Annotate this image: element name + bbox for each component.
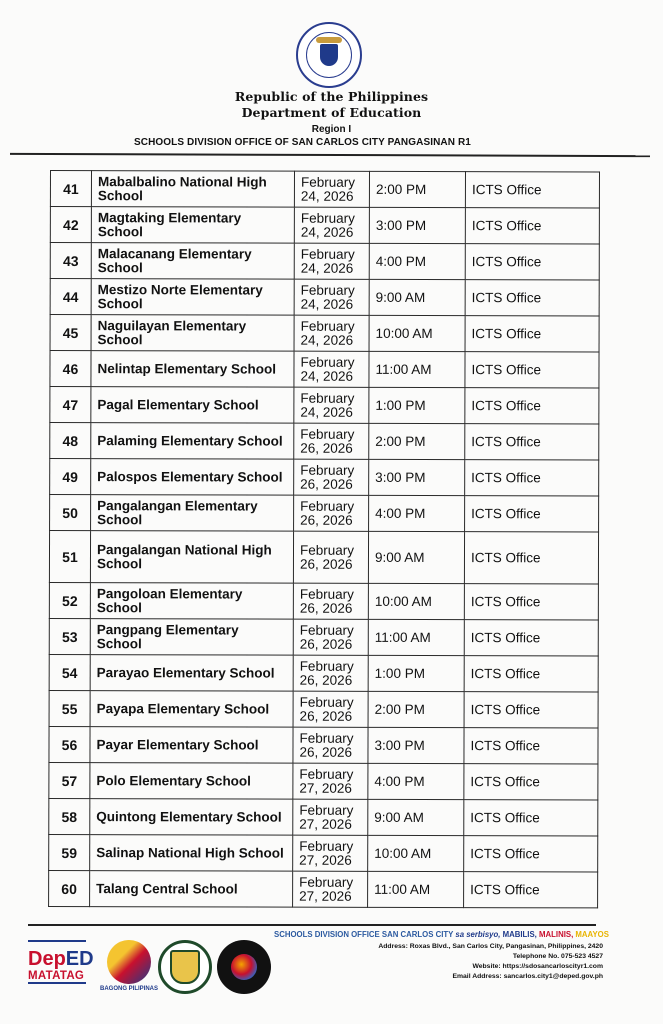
schedule-date: February 24, 2026 [294, 387, 369, 423]
schedule-date: February 24, 2026 [294, 351, 369, 387]
schedule-time: 11:00 AM [369, 351, 465, 387]
header-division: SCHOOLS DIVISION OFFICE OF SAN CARLOS CITY PANGASINAN R1 [134, 137, 471, 148]
table-row [49, 690, 598, 727]
school-name: Mabalbalino National High School [91, 171, 294, 208]
school-name: Palaming Elementary School [91, 423, 294, 460]
schedule-time: 4:00 PM [368, 763, 464, 799]
venue: ICTS Office [465, 244, 599, 280]
schedule-time: 10:00 AM [369, 315, 465, 351]
bagong-pilipinas-icon [107, 940, 151, 984]
school-name: Salinap National High School [90, 835, 293, 872]
table-row [49, 531, 598, 584]
schedule-date: February 24, 2026 [294, 315, 369, 351]
school-name: Magtaking Elementary School [91, 207, 294, 244]
venue: ICTS Office [464, 656, 598, 692]
venue: ICTS Office [465, 208, 599, 244]
school-name: Payar Elementary School [90, 727, 293, 764]
schedule-time: 10:00 AM [368, 835, 464, 871]
table-row [49, 582, 598, 619]
table-row [50, 171, 599, 208]
row-number: 44 [50, 279, 91, 315]
header-region: Region I [311, 124, 352, 135]
table-row [49, 870, 598, 907]
division-globe-logo-icon [217, 940, 271, 994]
school-name: Palospos Elementary School [91, 459, 294, 496]
school-name: Pangalangan Elementary School [91, 495, 294, 532]
schedule-table [48, 170, 600, 908]
deped-logo-text-a: Dep [28, 948, 66, 970]
venue: ICTS Office [465, 316, 599, 352]
schedule-date: February 24, 2026 [294, 207, 369, 243]
school-name: Payapa Elementary School [90, 691, 293, 728]
schedule-time: 3:00 PM [368, 727, 464, 763]
schedule-time: 1:00 PM [368, 655, 464, 691]
footer-motto: sa serbisyo, [455, 930, 503, 939]
footer-city: SAN CARLOS CITY [379, 930, 456, 939]
school-name: Polo Elementary School [90, 763, 293, 800]
venue: ICTS Office [465, 280, 599, 316]
school-name: Malacanang Elementary School [91, 243, 294, 280]
schedule-date: February 26, 2026 [293, 583, 368, 619]
schedule-date: February 26, 2026 [293, 727, 368, 763]
schedule-date: February 27, 2026 [293, 835, 368, 871]
footer-divider [28, 924, 596, 926]
row-number: 50 [50, 495, 91, 531]
venue: ICTS Office [465, 460, 599, 496]
school-name: Pangpang Elementary School [90, 619, 293, 656]
venue: ICTS Office [464, 872, 598, 908]
schedule-time: 11:00 AM [368, 871, 464, 907]
schedule-time: 9:00 AM [368, 799, 464, 835]
schedule-date: February 24, 2026 [294, 171, 369, 207]
row-number: 52 [49, 582, 90, 618]
row-number: 51 [49, 531, 90, 583]
table-row [50, 423, 599, 460]
venue: ICTS Office [464, 584, 598, 620]
schedule-time: 3:00 PM [369, 459, 465, 495]
venue: ICTS Office [465, 352, 599, 388]
table-row [49, 726, 598, 763]
school-name: Parayao Elementary School [90, 655, 293, 692]
venue: ICTS Office [464, 620, 598, 656]
footer-office: SCHOOLS DIVISION OFFICE [274, 930, 380, 939]
bagong-pilipinas-logo [100, 940, 158, 996]
venue: ICTS Office [464, 532, 598, 584]
deped-seal-icon [296, 22, 362, 88]
school-name: Nelintap Elementary School [91, 351, 294, 388]
table-row [50, 315, 599, 352]
venue: ICTS Office [465, 172, 599, 208]
row-number: 59 [49, 834, 90, 870]
schedule-date: February 27, 2026 [293, 871, 368, 907]
deped-logo-text-b: ED [65, 948, 94, 970]
school-name: Naguilayan Elementary School [91, 315, 294, 352]
table-row [50, 207, 599, 244]
schedule-date: February 27, 2026 [293, 763, 368, 799]
footer-telephone: Telephone No. 075-523 4527 [512, 953, 603, 960]
footer-malinis: MALINIS, [539, 930, 576, 939]
table-row [50, 495, 599, 532]
schedule-time: 4:00 PM [369, 243, 465, 279]
footer-maayos: MAAYOS [575, 930, 609, 939]
header-department: Department of Education [241, 105, 422, 120]
schedule-time: 2:00 PM [368, 691, 464, 727]
footer-address: Address: Roxas Blvd., San Carlos City, Pangasinan, Philippines, 2420 [378, 943, 603, 950]
sdo-san-carlos-seal-icon [158, 940, 212, 994]
row-number: 58 [49, 798, 90, 834]
venue: ICTS Office [465, 388, 599, 424]
row-number: 41 [50, 171, 91, 207]
schedule-date: February 24, 2026 [294, 279, 369, 315]
row-number: 60 [49, 870, 90, 906]
footer-office-title [274, 930, 609, 939]
footer-email: Email Address: sancarlos.city1@deped.gov.ph [452, 973, 603, 980]
schedule-date: February 26, 2026 [294, 423, 369, 459]
schedule-time: 3:00 PM [369, 207, 465, 243]
row-number: 45 [50, 315, 91, 351]
schedule-time: 11:00 AM [368, 619, 464, 655]
schedule-date: February 27, 2026 [293, 799, 368, 835]
schedule-date: February 24, 2026 [294, 243, 369, 279]
header-republic: Republic of the Philippines [234, 89, 429, 104]
row-number: 42 [50, 207, 91, 243]
schedule-time: 10:00 AM [368, 583, 464, 619]
footer-mabilis: MABILIS, [502, 930, 540, 939]
venue: ICTS Office [464, 692, 598, 728]
row-number: 46 [50, 351, 91, 387]
schedule-date: February 26, 2026 [293, 655, 368, 691]
schedule-time: 2:00 PM [369, 423, 465, 459]
row-number: 57 [49, 762, 90, 798]
table-row [50, 243, 599, 280]
schedule-time: 9:00 AM [369, 279, 465, 315]
venue: ICTS Office [464, 728, 598, 764]
venue: ICTS Office [464, 836, 598, 872]
schedule-date: February 26, 2026 [293, 691, 368, 727]
schedule-date: February 26, 2026 [293, 531, 368, 583]
table-row [49, 618, 598, 655]
school-name: Pangalangan National High School [90, 531, 293, 584]
deped-matatag-logo [28, 940, 94, 996]
bagong-pilipinas-text: BAGONG PILIPINAS [100, 986, 159, 992]
row-number: 54 [49, 654, 90, 690]
venue: ICTS Office [465, 496, 599, 532]
matatag-logo-text: MATATAG [28, 970, 85, 982]
venue: ICTS Office [464, 800, 598, 836]
row-number: 55 [49, 690, 90, 726]
row-number: 53 [49, 618, 90, 654]
footer-contact-block [378, 942, 603, 982]
table-row [49, 654, 598, 691]
venue: ICTS Office [464, 764, 598, 800]
row-number: 48 [50, 423, 91, 459]
table-row [50, 351, 599, 388]
venue: ICTS Office [465, 424, 599, 460]
schedule-time: 4:00 PM [369, 495, 465, 531]
footer-website: Website: https://sdosancarloscityr1.com [472, 963, 603, 970]
schedule-date: February 26, 2026 [294, 495, 369, 531]
table-row [49, 798, 598, 835]
row-number: 43 [50, 243, 91, 279]
table-row [50, 387, 599, 424]
school-name: Pagal Elementary School [91, 387, 294, 424]
school-name: Pangoloan Elementary School [90, 583, 293, 620]
table-row [49, 834, 598, 871]
table-row [49, 762, 598, 799]
table-row [50, 279, 599, 316]
schedule-date: February 26, 2026 [293, 619, 368, 655]
row-number: 56 [49, 726, 90, 762]
school-name: Mestizo Norte Elementary School [91, 279, 294, 316]
schedule-date: February 26, 2026 [294, 459, 369, 495]
row-number: 47 [50, 387, 91, 423]
schedule-time: 2:00 PM [369, 171, 465, 207]
table-row [50, 459, 599, 496]
row-number: 49 [50, 459, 91, 495]
schedule-time: 1:00 PM [369, 387, 465, 423]
school-name: Talang Central School [90, 871, 293, 908]
school-name: Quintong Elementary School [90, 799, 293, 836]
schedule-time: 9:00 AM [368, 531, 464, 583]
header-divider [10, 153, 650, 157]
